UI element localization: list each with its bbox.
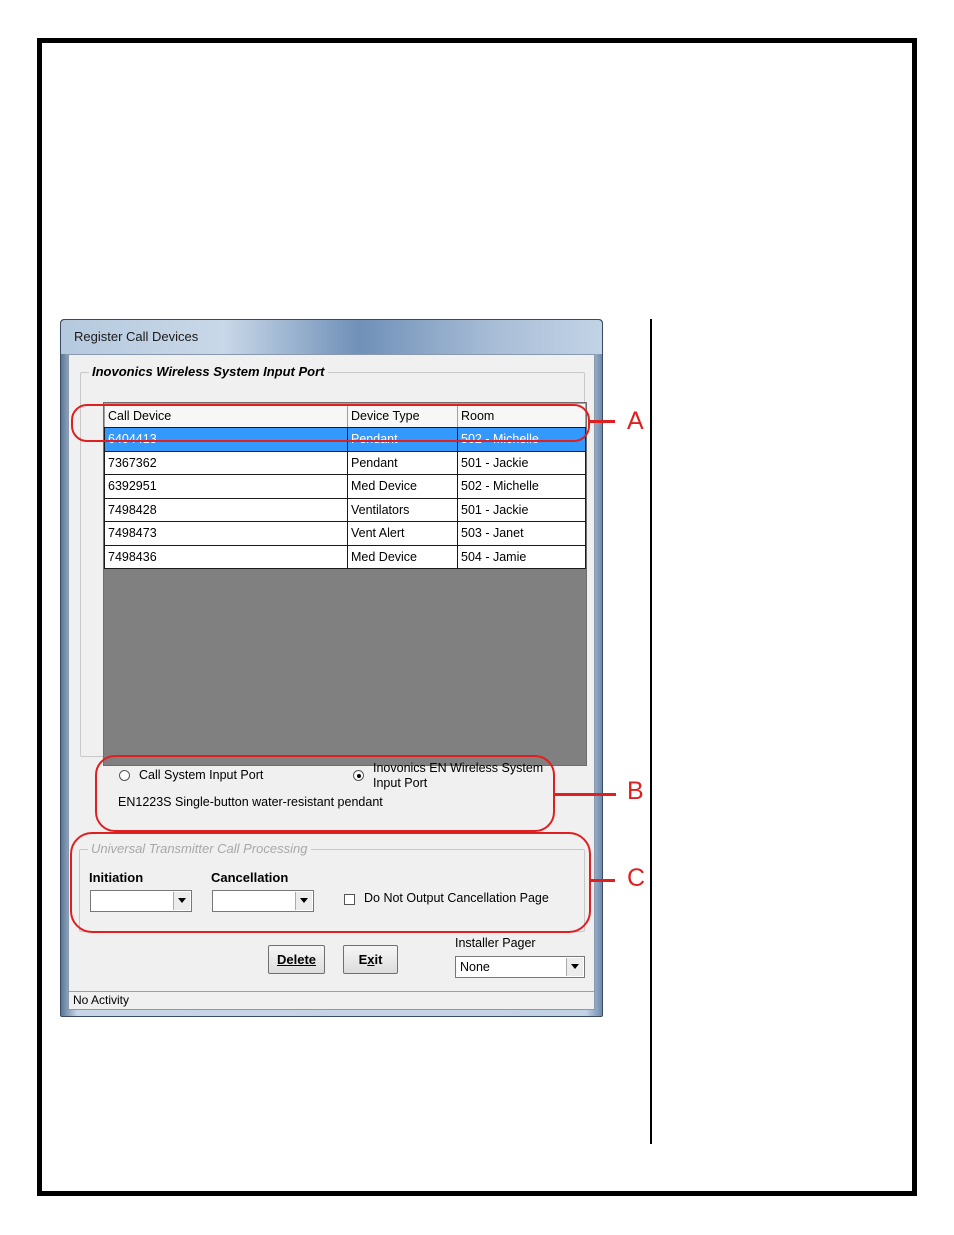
cancellation-label: Cancellation xyxy=(211,870,289,885)
exit-button-label-post: it xyxy=(374,952,383,967)
installer-pager-dropdown[interactable] xyxy=(455,956,585,978)
call-system-input-port-label: Call System Input Port xyxy=(139,768,264,782)
table-row[interactable] xyxy=(105,498,586,522)
callout-a-highlight xyxy=(71,404,590,442)
cell-device-type: Med Device xyxy=(348,545,458,569)
cell-room: 501 - Jackie xyxy=(458,451,586,475)
callout-a-letter: A xyxy=(627,407,644,435)
cell-room: 502 - Michelle xyxy=(458,428,586,452)
callout-c-highlight xyxy=(70,832,591,933)
exit-button-label-pre: E xyxy=(358,952,368,967)
window-title: Register Call Devices xyxy=(74,329,199,344)
call-device-list[interactable] xyxy=(103,402,587,766)
cell-call-device: 7498436 xyxy=(105,545,348,569)
callout-c-letter: C xyxy=(627,864,646,892)
installer-pager-value: None xyxy=(460,960,490,974)
cell-call-device: 6404413 xyxy=(105,428,348,452)
table-row[interactable] xyxy=(105,545,586,569)
table-row[interactable] xyxy=(105,522,586,546)
status-bar xyxy=(69,991,594,1009)
cell-call-device: 7498473 xyxy=(105,522,348,546)
cell-device-type: Vent Alert xyxy=(348,522,458,546)
vertical-divider-line xyxy=(650,319,652,1019)
cell-room: 501 - Jackie xyxy=(458,498,586,522)
callout-b-leader-line xyxy=(554,793,616,796)
callout-b-highlight xyxy=(95,755,555,832)
cell-device-type: Pendant xyxy=(348,451,458,475)
inovonics-input-port-label-line1: Inovonics EN Wireless System xyxy=(373,761,544,775)
cell-device-type: Ventilators xyxy=(348,498,458,522)
cell-room: 504 - Jamie xyxy=(458,545,586,569)
inovonics-input-port-label-line2: Input Port xyxy=(373,776,428,790)
do-not-output-cancellation-label: Do Not Output Cancellation Page xyxy=(364,891,549,905)
delete-button[interactable] xyxy=(268,945,325,974)
callout-a-leader-line xyxy=(589,420,615,423)
callout-c-leader-line xyxy=(590,879,615,882)
window-titlebar[interactable] xyxy=(61,320,602,354)
installer-pager-label: Installer Pager xyxy=(455,936,536,950)
callout-b-letter: B xyxy=(627,777,644,805)
cell-room: 503 - Janet xyxy=(458,522,586,546)
exit-button[interactable] xyxy=(343,945,398,974)
delete-button-label: Delete xyxy=(276,952,317,967)
cell-call-device: 7367362 xyxy=(105,451,348,475)
cell-call-device: 6392951 xyxy=(105,475,348,499)
column-header-room[interactable]: Room xyxy=(458,404,586,428)
cell-room: 502 - Michelle xyxy=(458,475,586,499)
status-text: No Activity xyxy=(73,993,130,1007)
table-row[interactable] xyxy=(105,451,586,475)
device-description-text: EN1223S Single-button water-resistant pendant xyxy=(118,795,383,809)
exit-button-label-underlined: x xyxy=(367,952,375,967)
initiation-label: Initiation xyxy=(89,870,144,885)
cell-device-type: Pendant xyxy=(348,428,458,452)
inovonics-group-legend: Inovonics Wireless System Input Port xyxy=(89,364,328,379)
column-header-call-device[interactable]: Call Device xyxy=(105,404,348,428)
universal-transmitter-group-legend: Universal Transmitter Call Processing xyxy=(88,841,311,856)
vertical-divider-line-lower xyxy=(650,1019,652,1144)
column-header-device-type[interactable]: Device Type xyxy=(348,404,458,428)
table-row[interactable] xyxy=(105,475,586,499)
cell-call-device: 7498428 xyxy=(105,498,348,522)
cell-device-type: Med Device xyxy=(348,475,458,499)
chevron-down-icon[interactable] xyxy=(566,958,583,976)
